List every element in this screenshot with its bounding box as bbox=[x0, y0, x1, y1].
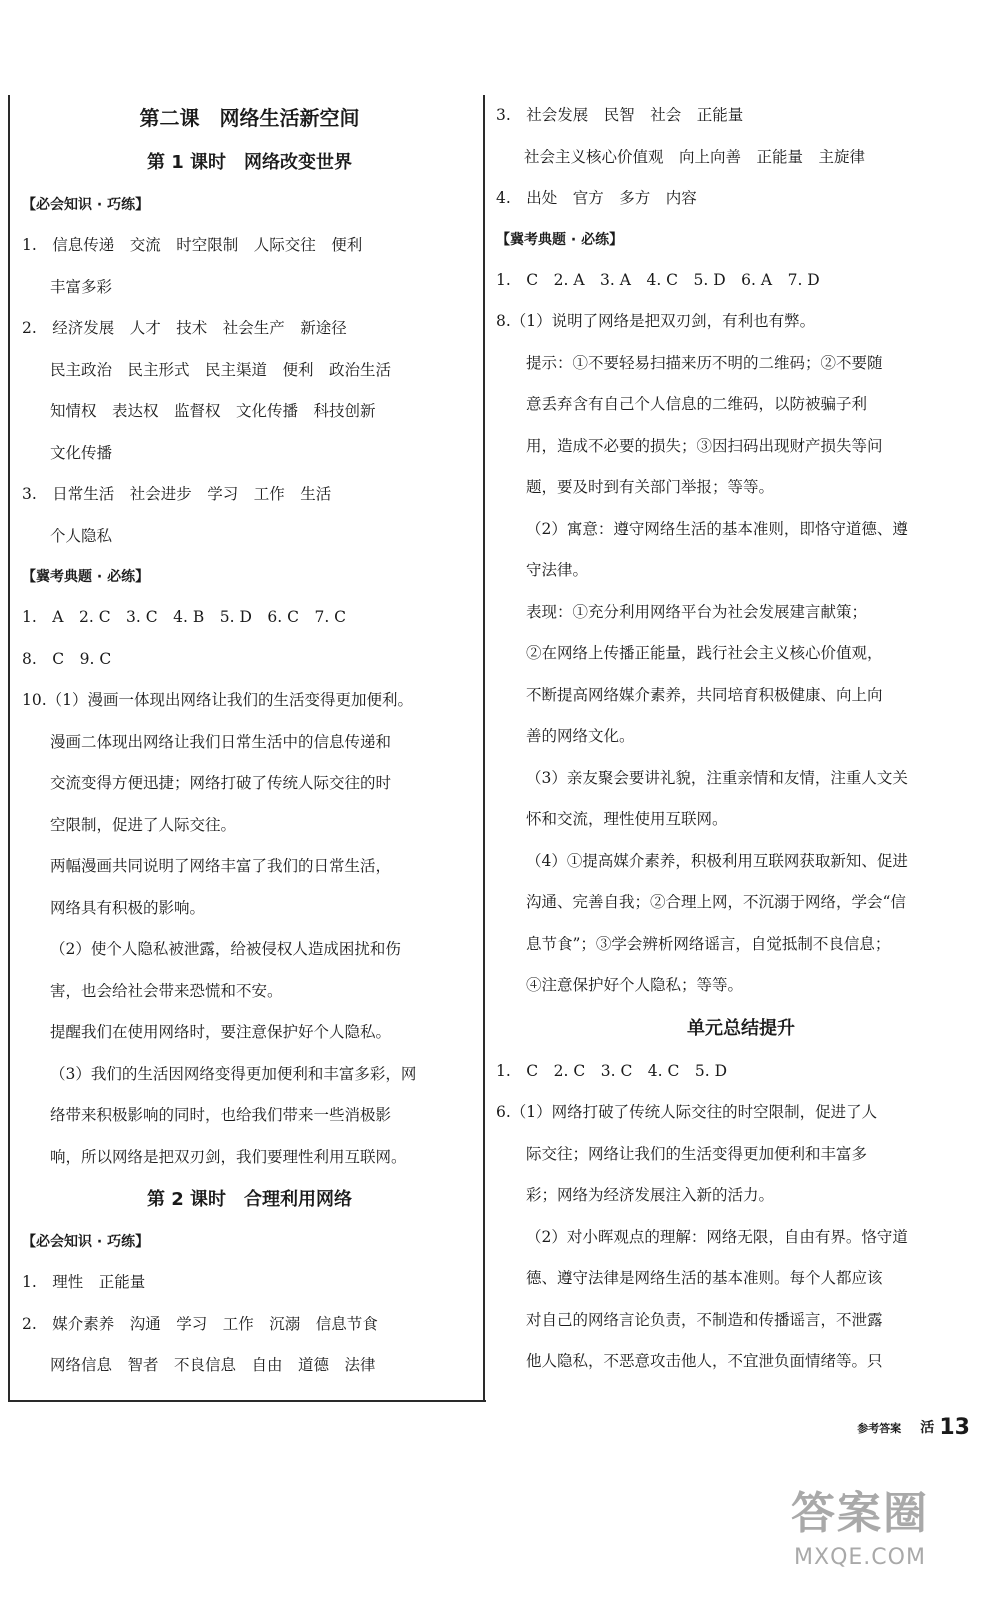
question-8-line: 用，造成不必要的损失；③因扫码出现财产损失等问 bbox=[526, 436, 883, 455]
right-column bbox=[496, 95, 986, 1383]
question-10-line: 络带来积极影响的同时，也给我们带来一些消极影 bbox=[50, 1106, 392, 1124]
question-10-line: （3）我们的生活因网络变得更加便利和丰富多彩，网 bbox=[50, 1064, 417, 1083]
question-8-line: 表现：①充分利用网络平台为社会发展建言献策； bbox=[526, 602, 868, 621]
column-divider bbox=[483, 95, 485, 1400]
period-1-title: 第 1 课时 网络改变世界 bbox=[146, 152, 353, 173]
answer-line: 4. 出处 官方 多方 内容 bbox=[496, 189, 697, 207]
question-8-line: 沟通、完善自我；②合理上网，不沉溺于网络，学会“信 bbox=[526, 893, 906, 911]
question-8-line: 8.（1）说明了网络是把双刃剑，有利也有弊。 bbox=[496, 312, 816, 330]
watermark-logo: 答案圈 bbox=[791, 1488, 929, 1539]
question-10-line: 害，也会给社会带来恐慌和不安。 bbox=[50, 981, 283, 1000]
question-8-line: 不断提高网络媒介素养，共同培育积极健康、向上向 bbox=[526, 685, 883, 704]
answer-line: 民主政治 民主形式 民主渠道 便利 政治生活 bbox=[50, 360, 392, 379]
answer-line: 1. 理性 正能量 bbox=[22, 1273, 146, 1291]
answer-line: 2. 媒介素养 沟通 学习 工作 沉溺 信息节食 bbox=[22, 1314, 378, 1333]
question-8-line: ④注意保护好个人隐私；等等。 bbox=[526, 976, 744, 994]
left-border-rule bbox=[8, 95, 10, 1400]
answer-line: 社会主义核心价值观 向上向善 正能量 主旋律 bbox=[524, 147, 866, 166]
question-6-line: （2）对小晖观点的理解：网络无限，自由有界。恪守道 bbox=[526, 1227, 908, 1246]
section-knowledge-2: 【必会知识 · 巧练】 bbox=[22, 1234, 150, 1250]
answer-line: 2. 经济发展 人才 技术 社会生产 新途径 bbox=[22, 319, 347, 337]
footer-subject: 活 bbox=[920, 1420, 935, 1436]
question-6-line: 彩；网络为经济发展注入新的活力。 bbox=[526, 1186, 775, 1204]
question-10-line: 空限制，促进了人际交往。 bbox=[50, 815, 237, 834]
question-6-line: 对自己的网络言论负责，不制造和传播谣言，不泄露 bbox=[526, 1310, 883, 1329]
question-8-line: 善的网络文化。 bbox=[526, 727, 635, 745]
answer-line: 3. 日常生活 社会进步 学习 工作 生活 bbox=[22, 485, 332, 503]
question-6-line: 6.（1）网络打破了传统人际交往的时空限制，促进了人 bbox=[496, 1103, 878, 1121]
question-10-line: 提醒我们在使用网络时，要注意保护好个人隐私。 bbox=[50, 1023, 392, 1041]
question-8-line: 题，要及时到有关部门举报；等等。 bbox=[526, 478, 775, 496]
period-2-title: 第 2 课时 合理利用网络 bbox=[146, 1189, 353, 1210]
question-10-line: （2）使个人隐私被泄露，给被侵权人造成困扰和伤 bbox=[50, 940, 401, 958]
question-8-line: ②在网络上传播正能量，践行社会主义核心价值观， bbox=[526, 644, 883, 662]
question-8-line: （3）亲友聚会要讲礼貌，注重亲情和友情，注重人文关 bbox=[526, 768, 908, 787]
question-6-line: 他人隐私，不恶意攻击他人，不宜泄负面情绪等。只 bbox=[526, 1352, 883, 1370]
watermark-url: MXQE.COM bbox=[794, 1545, 926, 1570]
left-column bbox=[22, 95, 477, 1387]
answer-line: 丰富多彩 bbox=[50, 277, 113, 296]
question-10-line: 网络具有积极的影响。 bbox=[50, 898, 206, 917]
section-exam-2: 【冀考典题 · 必练】 bbox=[496, 231, 624, 248]
question-8-line: 意丢弃含有自己个人信息的二维码，以防被骗子利 bbox=[526, 395, 868, 413]
watermark bbox=[745, 1477, 975, 1570]
answer-line: 知情权 表达权 监督权 文化传播 科技创新 bbox=[50, 402, 376, 420]
question-6-line: 德、遵守法律是网络生活的基本准则。每个人都应该 bbox=[526, 1269, 883, 1287]
question-10-line: 10.（1）漫画一体现出网络让我们的生活变得更加便利。 bbox=[22, 691, 414, 709]
question-8-line: （4）①提高媒介素养，积极利用互联网获取新知、促进 bbox=[526, 851, 908, 870]
question-8-line: 息节食”；③学会辨析网络谣言，自觉抵制不良信息； bbox=[526, 934, 891, 953]
question-10-line: 两幅漫画共同说明了网络丰富了我们的日常生活， bbox=[50, 857, 392, 875]
answer-line: 1. 信息传递 交流 时空限制 人际交往 便利 bbox=[22, 236, 363, 254]
question-6-line: 际交往；网络让我们的生活变得更加便利和丰富多 bbox=[526, 1144, 868, 1163]
lesson-title: 第二课 网络生活新空间 bbox=[139, 106, 360, 130]
section-knowledge-1: 【必会知识 · 巧练】 bbox=[22, 197, 150, 213]
choice-answers: 1. C 2. A 3. A 4. C 5. D 6. A 7. D bbox=[496, 270, 820, 289]
answer-line: 网络信息 智者 不良信息 自由 道德 法律 bbox=[50, 1356, 376, 1374]
page-footer bbox=[857, 1415, 970, 1440]
answer-line: 个人隐私 bbox=[50, 526, 113, 545]
question-8-line: 守法律。 bbox=[526, 561, 589, 579]
choice-answers: 1. A 2. C 3. C 4. B 5. D 6. C 7. C bbox=[22, 608, 347, 626]
footer-label: 参考答案 bbox=[857, 1422, 902, 1435]
answer-line: 文化传播 bbox=[50, 443, 113, 462]
question-10-line: 响，所以网络是把双刃剑，我们要理性利用互联网。 bbox=[50, 1147, 407, 1166]
question-8-line: 怀和交流，理性使用互联网。 bbox=[526, 810, 728, 828]
answer-line: 3. 社会发展 民智 社会 正能量 bbox=[496, 106, 744, 124]
question-10-line: 漫画二体现出网络让我们日常生活中的信息传递和 bbox=[50, 732, 392, 751]
question-8-line: 提示：①不要轻易扫描来历不明的二维码；②不要随 bbox=[526, 353, 883, 372]
page-number: 13 bbox=[939, 1415, 970, 1440]
bottom-rule bbox=[8, 1400, 486, 1402]
unit-summary-title: 单元总结提升 bbox=[687, 1017, 795, 1039]
section-exam-1: 【冀考典题 · 必练】 bbox=[22, 569, 150, 585]
choice-answers: 8. C 9. C bbox=[22, 649, 112, 668]
question-10-line: 交流变得方便迅捷；网络打破了传统人际交往的时 bbox=[50, 774, 392, 792]
question-8-line: （2）寓意：遵守网络生活的基本准则，即恪守道德、遵 bbox=[526, 519, 908, 538]
choice-answers: 1. C 2. C 3. C 4. C 5. D bbox=[496, 1061, 728, 1080]
